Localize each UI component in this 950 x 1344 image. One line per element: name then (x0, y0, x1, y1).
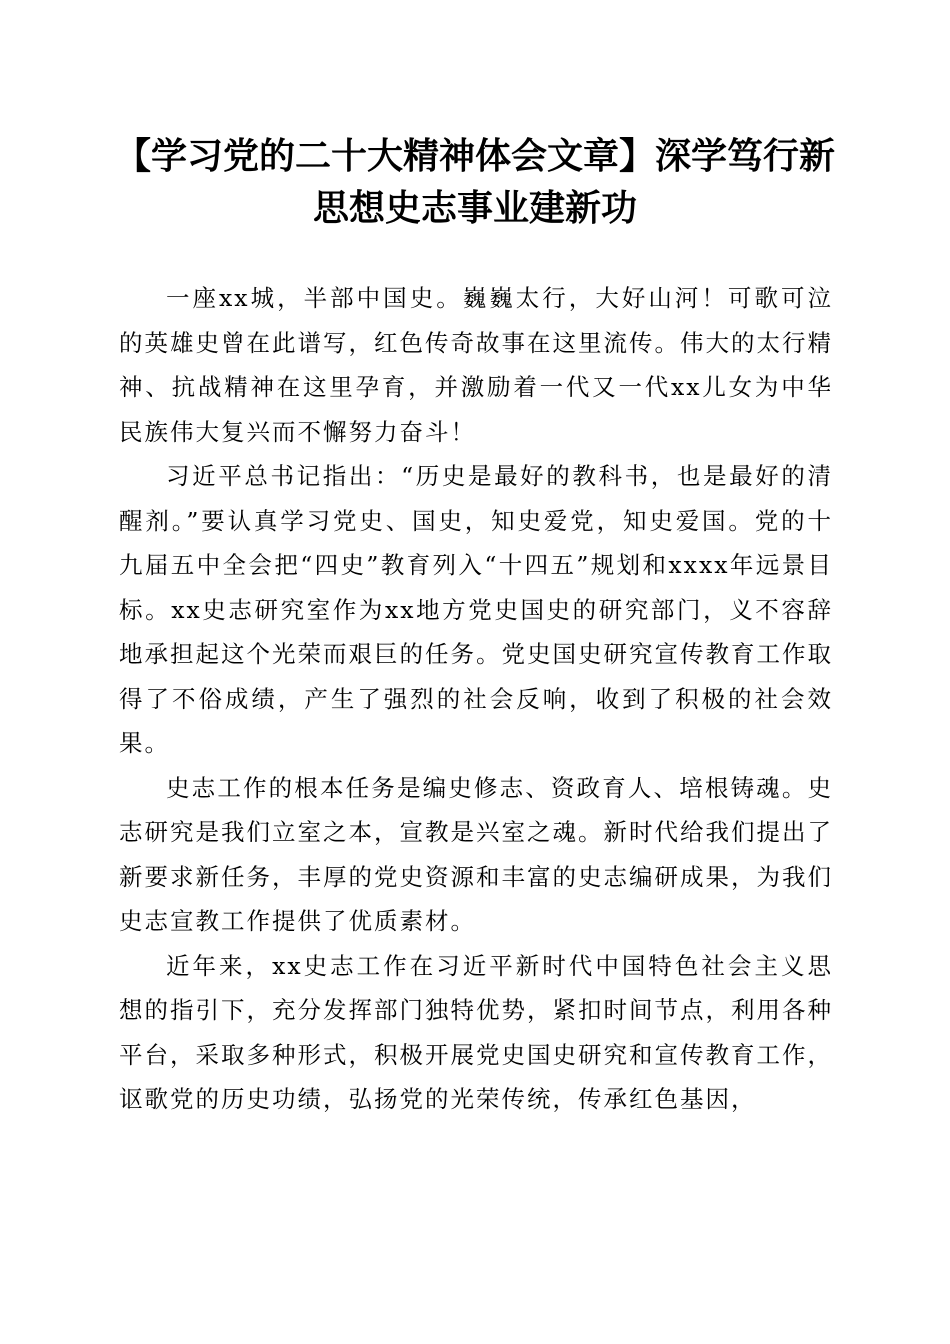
title-line-2: 思想史志事业建新功 (312, 187, 637, 229)
document-body (119, 276, 833, 1122)
paragraph-3: 史志工作的根本任务是编史修志、资政育人、培根铸魂。史志研究是我们立室之本，宣教是兴室之魂。新时代给我们提出了新要求新任务，丰厚的党史资源和丰富的史志编研成果，为我们史志宣教工作提供了优质素材。 (119, 773, 833, 935)
paragraph-1: 一座xx城，半部中国史。巍巍太行，大好山河！可歌可泣的英雄史曾在此谱写，红色传奇故事在这里流传。伟大的太行精神、抗战精神在这里孕育，并激励着一代又一代xx儿女为中华民族伟大复兴而不懈努力奋斗！ (119, 284, 833, 446)
paragraph-2: 习近平总书记指出：“历史是最好的教科书，也是最好的清醒剂。”要认真学习党史、国史，知史爱党，知史爱国。党的十九届五中全会把“四史”教育列入“十四五”规划和xxxx年远景目标。xx史志研究室作为xx地方党史国史的研究部门，义不容辞地承担起这个光荣而艰巨的任务。党史国史研究宣传教育工作取得了不俗成绩，产生了强烈的社会反响，收到了积极的社会效果。 (119, 462, 833, 757)
title-line-1: 【学习党的二十大精神体会文章】深学笃行新 (114, 135, 835, 177)
paragraph-4: 近年来，xx史志工作在习近平新时代中国特色社会主义思想的指引下，充分发挥部门独特优势，紧扣时间节点，利用各种平台，采取多种形式，积极开展党史国史研究和宣传教育工作，讴歌党的历史功绩，弘扬党的光荣传统，传承红色基因， (119, 951, 833, 1113)
document-title (110, 130, 840, 234)
